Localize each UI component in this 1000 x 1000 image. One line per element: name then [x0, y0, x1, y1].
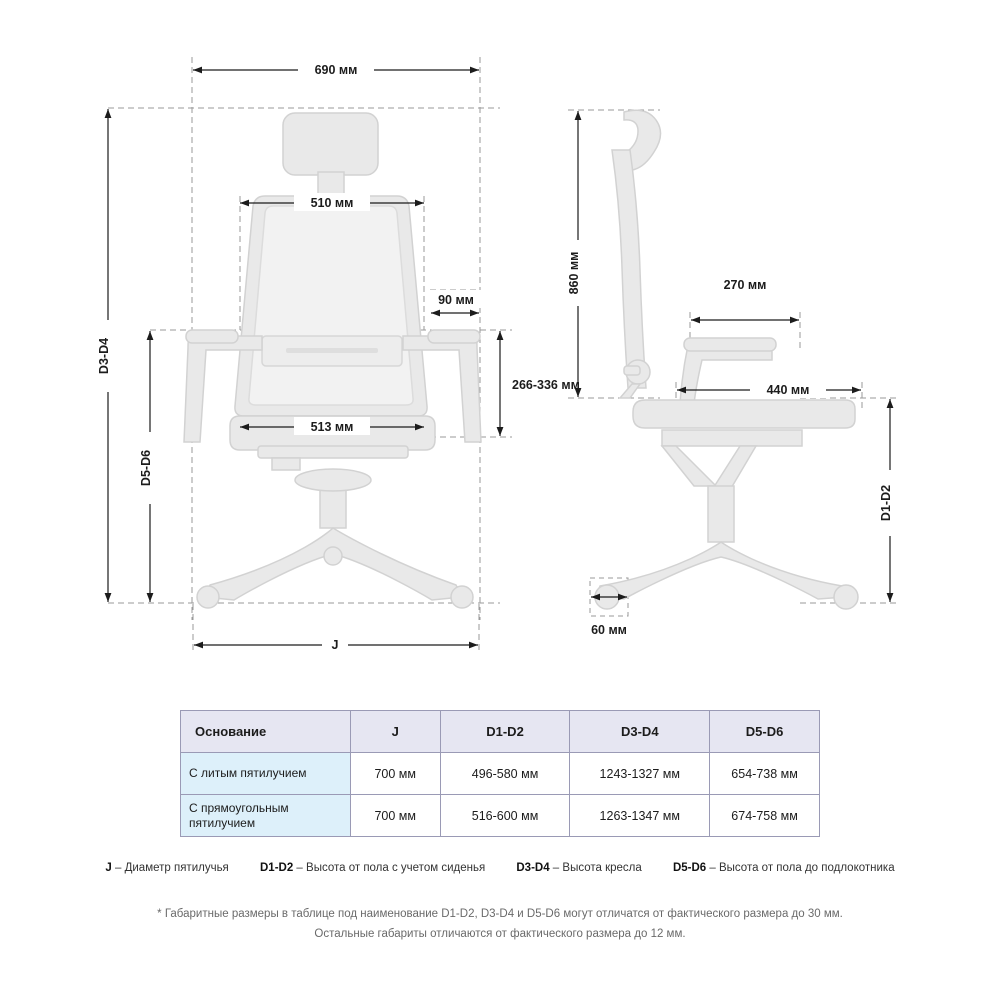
footnote-line-1: * Габаритные размеры в таблице под наименование D1-D2, D3-D4 и D5-D6 могут отличатся от фактического размера до 30 мм. — [157, 908, 843, 920]
legend-text-j: – Диаметр пятилучья — [111, 862, 229, 874]
legend-code-d5d6: D5-D6 — [672, 862, 707, 874]
legend-code-d3d4: D3-D4 — [516, 862, 550, 874]
dim-label-armrest-height-range: 266-336 мм — [512, 378, 580, 392]
table-header-base: Основание — [181, 711, 351, 753]
legend-text-d5d6: – Высота от пола до подлокотника — [706, 862, 895, 874]
table-cell-d1d2: 516-600 мм — [440, 795, 570, 837]
dim-270 — [691, 275, 799, 320]
table-header-d1d2: D1-D2 — [440, 711, 570, 753]
dim-label-overall-width: 690 мм — [314, 63, 358, 77]
dim-d1d2 — [878, 399, 896, 602]
dim-label-armrest-depth: 270 мм — [723, 278, 767, 292]
dim-label-caster-diameter: 60 мм — [591, 623, 627, 637]
specification-table — [180, 710, 820, 837]
table-header-d5d6: D5-D6 — [710, 711, 820, 753]
legend-item-d1d2 — [260, 862, 485, 874]
dim-d5d6 — [138, 331, 156, 602]
footnote — [0, 905, 1000, 944]
legend-code-j: J — [105, 862, 112, 874]
table-cell-d3d4: 1243-1327 мм — [570, 753, 710, 795]
dim-label-seat-floor-height: D1-D2 — [879, 484, 893, 522]
footnote-line-2: Остальные габариты отличаются от фактического размера до 12 мм. — [314, 927, 686, 940]
dim-label-base-diameter: J — [331, 638, 339, 652]
dim-j — [193, 604, 479, 653]
table-cell-j: 700 мм — [350, 795, 440, 837]
dim-label-seat-depth: 440 мм — [766, 383, 810, 397]
dim-label-armrest-floor-height: D5-D6 — [139, 449, 153, 487]
table-cell-d3d4: 1263-1347 мм — [570, 795, 710, 837]
table-cell-d1d2: 496-580 мм — [440, 753, 570, 795]
dim-label-seat-width: 513 мм — [310, 420, 354, 434]
legend-item-j — [105, 862, 228, 874]
dim-90 — [425, 290, 487, 313]
dim-label-back-height: 860 мм — [567, 251, 581, 295]
dim-label-total-height: D3-D4 — [97, 337, 111, 375]
dim-label-backrest-width: 510 мм — [310, 196, 354, 210]
legend-text-d3d4: – Высота кресла — [549, 862, 642, 874]
legend-code-d1d2: D1-D2 — [260, 862, 294, 874]
chair-side-view — [595, 110, 858, 609]
legend — [0, 862, 1000, 874]
table-row — [181, 753, 820, 795]
table-header-j: J — [350, 711, 440, 753]
dim-690 — [193, 60, 479, 78]
dim-266-336 — [500, 331, 580, 436]
table-header-d3d4: D3-D4 — [570, 711, 710, 753]
table-cell-j: 700 мм — [350, 753, 440, 795]
legend-text-d1d2: – Высота от пола с учетом сиденья — [293, 862, 486, 874]
table-cell-base: С прямоугольным пятилучием — [181, 795, 351, 837]
table-cell-base: С литым пятилучием — [181, 753, 351, 795]
specification-table-container — [180, 710, 820, 837]
dim-860 — [566, 111, 584, 397]
dim-d3d4 — [96, 109, 114, 602]
table-cell-d5d6: 654-738 мм — [710, 753, 820, 795]
legend-item-d3d4 — [516, 862, 641, 874]
legend-item-d5d6 — [673, 862, 895, 874]
dim-440 — [677, 380, 861, 398]
table-header-row — [181, 711, 820, 753]
chair-front-view — [184, 113, 481, 608]
table-cell-d5d6: 674-758 мм — [710, 795, 820, 837]
table-row — [181, 795, 820, 837]
dim-label-armrest-offset: 90 мм — [438, 293, 474, 307]
